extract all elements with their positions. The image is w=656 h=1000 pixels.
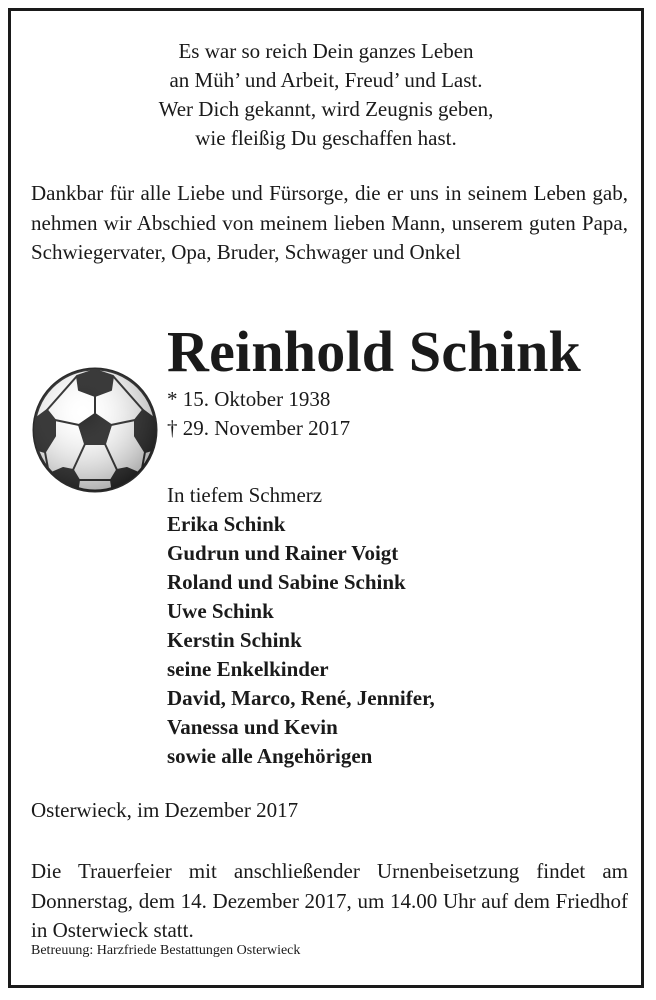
family-member: seine Enkelkinder (167, 657, 329, 681)
poem-line: wie fleißig Du geschaffen hast. (195, 126, 457, 150)
poem-line: Wer Dich gekannt, wird Zeugnis geben, (158, 97, 494, 121)
family-member: Kerstin Schink (167, 628, 302, 652)
family-member: Uwe Schink (167, 599, 274, 623)
memorial-poem (11, 37, 641, 153)
family-member: Erika Schink (167, 512, 286, 536)
deceased-name: Reinhold Schink (167, 319, 582, 384)
poem-line: Es war so reich Dein ganzes Leben (178, 39, 474, 63)
place-date: Osterwieck, im Dezember 2017 (31, 798, 299, 822)
funeral-service-info: Die Trauerfeier mit anschließender Urnenbeisetzung findet am Donnerstag, dem 14. Dezember 2017, um 14.00 Uhr auf dem Friedhof in Osterwieck statt. (31, 859, 628, 942)
family-member: Gudrun und Rainer Voigt (167, 541, 399, 565)
funeral-home-credit: Betreuung: Harzfriede Bestattungen Osterwieck (31, 943, 301, 958)
life-dates (167, 385, 350, 443)
family-member: sowie alle Angehörigen (167, 744, 373, 768)
family-member: Vanessa und Kevin (167, 715, 338, 739)
poem-line: an Müh’ und Arbeit, Freud’ und Last. (169, 68, 483, 92)
intro-text: Dankbar für alle Liebe und Fürsorge, die er uns in seinem Leben gab, nehmen wir Abschied von meinem lieben Mann, unserem guten Papa, Schwiegervater, Opa, Bruder, Schwager und Onkel (31, 181, 628, 264)
mourners-list (167, 481, 435, 771)
birth-date: * 15. Oktober 1938 (167, 387, 331, 411)
obituary-frame (8, 8, 644, 988)
soccer-ball-icon (31, 366, 159, 494)
family-member: Roland und Sabine Schink (167, 570, 406, 594)
family-member: David, Marco, René, Jennifer, (167, 686, 435, 710)
mourning-line: In tiefem Schmerz (167, 483, 323, 507)
death-date: † 29. November 2017 (167, 416, 351, 440)
